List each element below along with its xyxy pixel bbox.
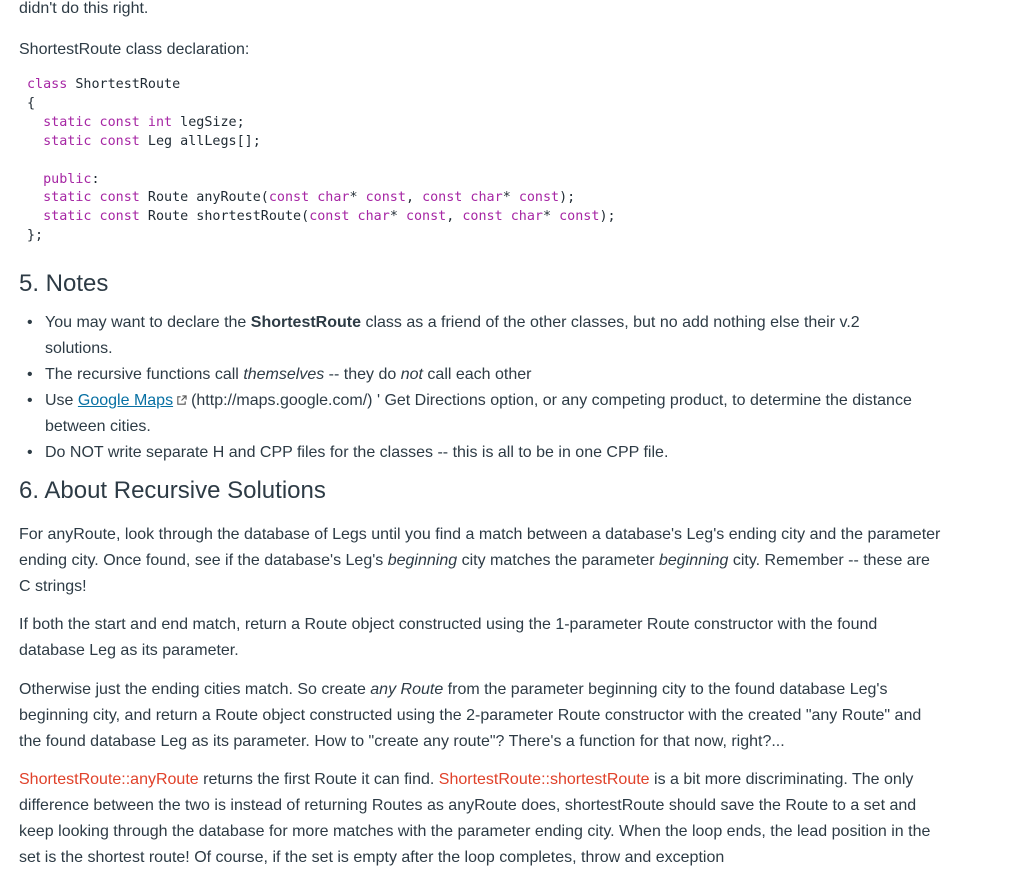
code-text: * [502,190,519,206]
code-keyword: static const [27,133,140,149]
recursive-heading: 6. About Recursive Solutions [19,477,326,504]
code-keyword: class [27,77,68,92]
code-text: legSize; [172,114,245,130]
code-text: : [91,171,100,187]
paragraph-text: Otherwise just the ending cities match. So create [19,681,371,698]
paragraph-emphasis: any Route [370,681,444,698]
code-keyword: const [559,209,600,225]
list-item-bold: ShortestRoute [250,314,361,331]
paragraph-text: city matches the parameter [457,552,659,569]
code-text: * [349,190,366,206]
paragraph-text: For anyRoute, look through the database of Legs until you find a match between a database's Leg's ending city and the parameter ending city. Once found, see if the database's Leg's [19,526,941,569]
external-link-icon[interactable] [176,395,187,406]
list-item [27,310,927,362]
code-block [27,76,616,246]
list-item-emphasis: themselves [243,366,325,383]
code-text: Route anyRoute( [139,190,269,206]
paragraph-text: city. Remember -- these are C strings! [19,552,930,595]
code-text: Leg allLegs[]; [139,133,261,149]
code-keyword: static const int [27,114,173,130]
paragraph [19,767,944,871]
code-keyword: const char [422,190,503,206]
code-text: , [405,190,423,206]
highlighted-term: ShortestRoute::anyRoute [19,771,199,788]
list-item-emphasis: not [400,366,423,383]
notes-list [27,310,927,466]
google-maps-link[interactable]: Google Maps [77,392,174,409]
code-text: Route shortestRoute( [139,209,310,225]
list-item-text: call each other [422,366,532,383]
intro-text: didn't do this right. [19,0,149,17]
code-keyword: const [518,190,560,206]
list-item [27,362,927,388]
code-keyword: const char [309,209,390,225]
list-item [27,388,927,440]
code-text: { [27,95,36,111]
list-item-text: Do NOT write separate H and CPP files for the classes -- this is all to be in one CPP file. [45,444,669,461]
paragraph-text: returns the first Route it can find. [198,771,439,788]
code-keyword: const [405,209,447,225]
code-text: ); [599,209,616,225]
code-text: * [389,209,406,225]
code-text: * [543,209,560,225]
code-text: ShortestRoute [67,77,181,92]
list-item-text: class as a friend of the other classes, but no add nothing else their v.2 solutions. [45,314,860,357]
paragraph-text: from the parameter beginning city to the found database Leg's beginning city, and return a Route object constructed using the 2-parameter Route constructor with the created "any Route" and the found database Leg as its parameter. How to "create any route"? There's a function for that now, right?... [19,681,922,750]
list-item-text: You may want to declare the [45,314,251,331]
declaration-label: ShortestRoute class declaration: [19,41,250,58]
list-item-text: (http://maps.google.com/) ' Get Directions option, or any competing product, to determine the distance between cities. [45,392,912,435]
code-text: ); [559,190,576,206]
paragraph-text: is a bit more discriminating. The only difference between the two is instead of returning Routes as anyRoute does, shortestRoute should save the Route to a set and keep looking through the database for more matches with the parameter ending city. When the loop ends, the lead position in the set is the shortest route! Of course, if the set is empty after the loop completes, throw and exception [19,771,931,866]
code-keyword: static const [27,190,140,206]
code-keyword: const [365,190,406,206]
code-keyword: const char [268,190,350,206]
paragraph [19,522,944,600]
paragraph-emphasis: beginning [658,552,729,569]
list-item-text: Use [45,392,78,409]
paragraph: If both the start and end match, return a Route object constructed using the 1-parameter Route constructor with the found database Leg as its parameter. [19,616,878,659]
paragraph-emphasis: beginning [387,552,458,569]
code-keyword: static const [27,209,140,225]
highlighted-term: ShortestRoute::shortestRoute [438,771,650,788]
list-item-text: The recursive functions call [45,366,244,383]
code-keyword: const char [462,209,543,225]
notes-heading: 5. Notes [19,270,109,297]
list-item [27,440,927,466]
code-text: , [446,209,463,225]
paragraph [19,677,944,755]
code-keyword: public [27,171,92,187]
list-item-text: -- they do [324,366,401,383]
code-text: }; [27,228,44,244]
